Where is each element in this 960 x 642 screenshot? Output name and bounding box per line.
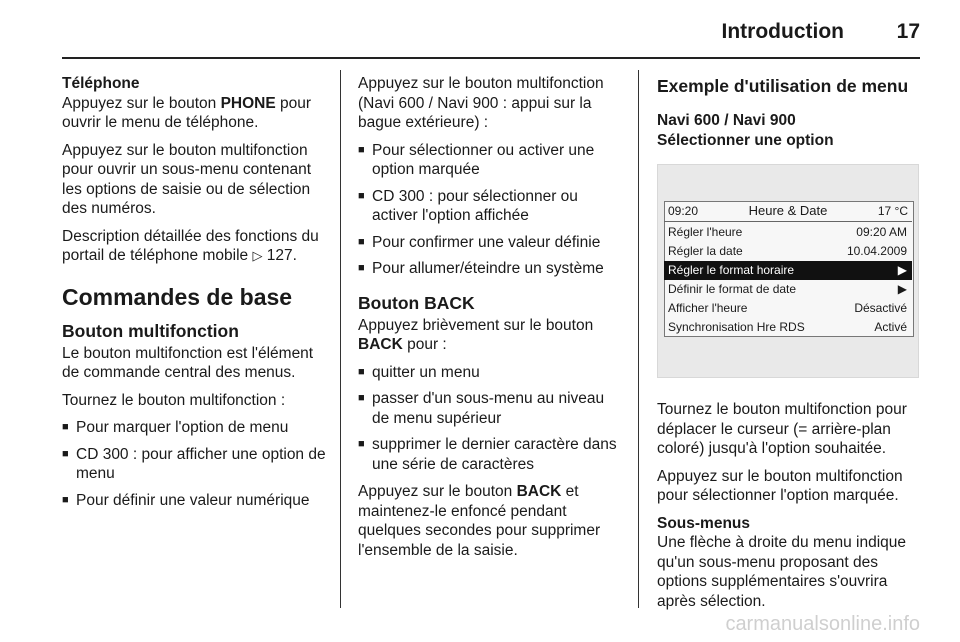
page-header (62, 18, 920, 58)
display-status-bar (664, 201, 912, 222)
paragraph: Description détaillée des fonctions du portail de téléphone mobile ▷ 127. (62, 227, 319, 264)
clock-label: 09:20 (668, 204, 699, 218)
list-item: ■ Pour marquer l'option de menu (62, 418, 326, 438)
menu-item[interactable]: Afficher l'heure Désactivé (668, 301, 907, 315)
list-item: ■ CD 300 : pour afficher une option de menu (62, 445, 326, 484)
column-divider (340, 70, 341, 608)
list-item: ■ Pour allumer/éteindre un système (358, 259, 622, 279)
list-item: ■ Pour sélectionner ou activer une option marquée (358, 141, 622, 180)
subheading-select-option: Sélectionner une option (657, 131, 834, 149)
column-3 (657, 74, 921, 619)
bullet-list (62, 418, 326, 510)
menu-item-selected[interactable]: Régler le format horaire ▶ (664, 261, 912, 280)
menu-item[interactable]: Définir le format de date ▶ (664, 280, 912, 299)
phone-key-label: PHONE (220, 94, 276, 112)
subheading-back: Bouton BACK (358, 292, 475, 313)
back-key-label: BACK (358, 336, 403, 353)
section-heading-basics: Commandes de base (62, 283, 293, 310)
paragraph: Le bouton multifonction est l'élément de commande central des menus. (62, 344, 314, 381)
page-number: 17 (896, 20, 920, 43)
subheading-submenus: Sous-menus (657, 514, 751, 532)
paragraph: Appuyez sur le bouton BACK et maintenez-le enfoncé pendant quelques secondes pour supprimer l'ensemble de la saisie. (358, 483, 601, 559)
temperature-label: 17 °C (877, 204, 908, 218)
bullet-list (358, 363, 622, 475)
column-divider (638, 70, 639, 608)
paragraph: Appuyez brièvement sur le bouton BACK pour : (358, 316, 594, 353)
menu-list (664, 223, 912, 337)
paragraph: Tournez le bouton multifonction pour déplacer le curseur (= arrière-plan coloré) jusqu'à l'option souhaitée. (657, 401, 907, 457)
back-key-label: BACK (516, 483, 562, 500)
menu-item[interactable]: Synchronisation Hre RDS Activé (668, 320, 907, 334)
subheading-navi: Navi 600 / Navi 900 (657, 112, 796, 129)
paragraph: Appuyez sur le bouton multifonction (Navi 600 / Navi 900 : appui sur la bague extérieure) : (358, 75, 604, 131)
list-item: ■ supprimer le dernier caractère dans une série de caractères (358, 435, 622, 474)
section-heading-example: Exemple d'utilisation de menu (657, 76, 909, 96)
paragraph: Une flèche à droite du menu indique qu'un sous-menu proposant des options supplémentaires s'ouvrira après sélection. (657, 534, 907, 610)
paragraph: Tournez le bouton multifonction : (62, 391, 286, 409)
menu-screenshot (657, 164, 919, 378)
display-title: Heure & Date (748, 203, 828, 218)
column-2 (358, 74, 622, 568)
list-item: ■ Pour confirmer une valeur définie (358, 233, 622, 253)
list-item: ■ Pour définir une valeur numérique (62, 491, 326, 511)
subheading-multifunction: Bouton multifonction (62, 320, 239, 341)
header-rule (62, 57, 920, 59)
section-title-phone: Téléphone (62, 75, 140, 92)
list-item: ■ quitter un menu (358, 363, 622, 383)
watermark: carmanualsonline.info (725, 613, 920, 635)
paragraph: Appuyez sur le bouton multifonction pour sélectionner l'option marquée. (657, 467, 903, 504)
page-title: Introduction (721, 20, 844, 43)
bullet-list (358, 141, 622, 279)
list-item: ■ passer d'un sous-menu au niveau de menu supérieur (358, 389, 622, 428)
page-reference-icon: ▷ (252, 248, 263, 263)
menu-item[interactable]: Régler l'heure 09:20 AM (668, 225, 907, 239)
paragraph: Appuyez sur le bouton PHONE pour ouvrir le menu de téléphone. (62, 94, 312, 131)
submenu-arrow-icon: ▶ (897, 263, 907, 277)
paragraph: Appuyez sur le bouton multifonction pour ouvrir un sous-menu contenant les options de saisie ou de sélection des numéros. (62, 141, 312, 217)
submenu-arrow-icon: ▶ (897, 282, 907, 296)
column-1 (62, 74, 326, 518)
page-reference[interactable]: 127. (266, 247, 297, 264)
menu-item[interactable]: Régler la date 10.04.2009 (668, 244, 907, 258)
list-item: ■ CD 300 : pour sélectionner ou activer l'option affichée (358, 187, 622, 226)
